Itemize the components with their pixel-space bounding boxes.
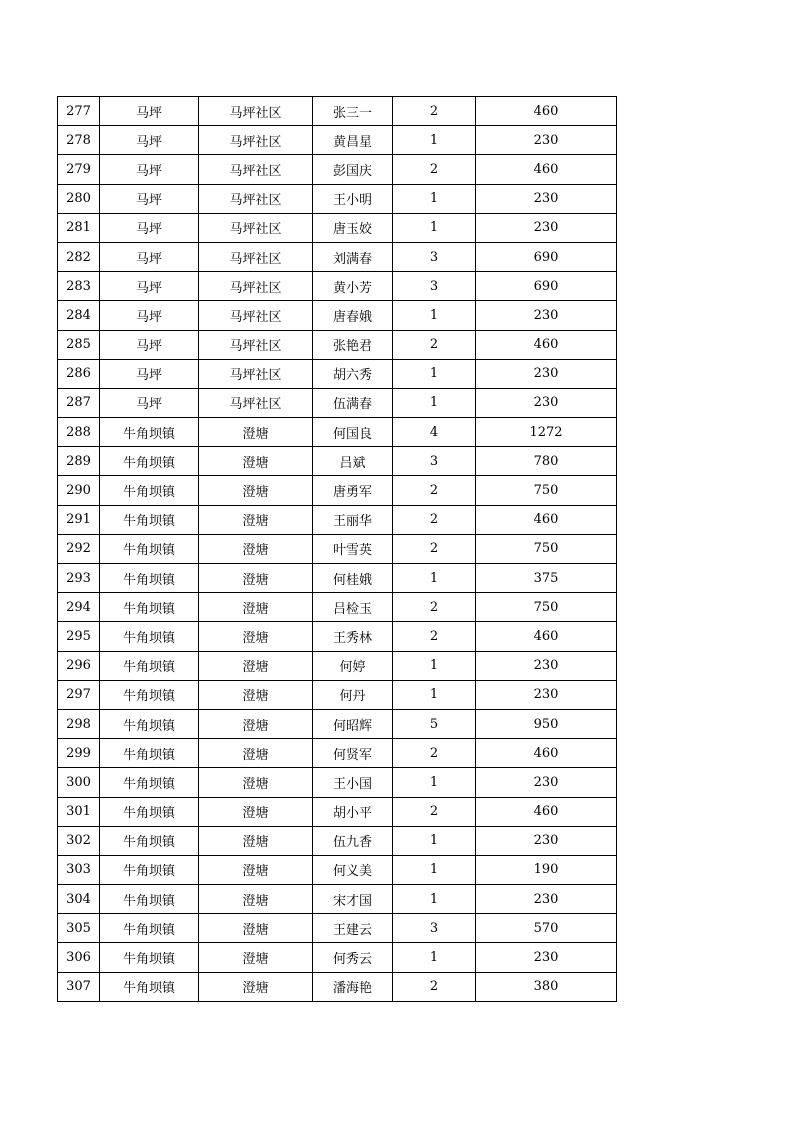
amount-cell: 460 (476, 622, 617, 651)
town-cell: 牛角坝镇 (100, 476, 199, 505)
village-cell: 马坪社区 (199, 330, 313, 359)
household-count-cell: 1 (393, 680, 476, 709)
table-row (58, 330, 617, 359)
household-count-cell: 1 (393, 213, 476, 242)
table-row (58, 184, 617, 213)
village-cell: 马坪社区 (199, 301, 313, 330)
row-number-cell: 291 (58, 505, 100, 534)
amount-cell: 570 (476, 914, 617, 943)
town-cell: 牛角坝镇 (100, 885, 199, 914)
row-number-cell: 292 (58, 534, 100, 563)
village-cell: 马坪社区 (199, 97, 313, 126)
household-count-cell: 1 (393, 126, 476, 155)
town-cell: 牛角坝镇 (100, 914, 199, 943)
amount-cell: 690 (476, 242, 617, 271)
table-row (58, 505, 617, 534)
amount-cell: 460 (476, 97, 617, 126)
household-count-cell: 1 (393, 855, 476, 884)
name-cell: 刘满春 (313, 242, 393, 271)
row-number-cell: 287 (58, 388, 100, 417)
town-cell: 牛角坝镇 (100, 709, 199, 738)
village-cell: 澄塘 (199, 418, 313, 447)
household-count-cell: 1 (393, 184, 476, 213)
village-cell: 澄塘 (199, 914, 313, 943)
household-count-cell: 1 (393, 564, 476, 593)
village-cell: 澄塘 (199, 709, 313, 738)
household-count-cell: 2 (393, 622, 476, 651)
household-count-cell: 1 (393, 651, 476, 680)
village-cell: 马坪社区 (199, 155, 313, 184)
name-cell: 何国良 (313, 418, 393, 447)
town-cell: 牛角坝镇 (100, 418, 199, 447)
household-count-cell: 1 (393, 943, 476, 972)
table-row (58, 826, 617, 855)
village-cell: 澄塘 (199, 593, 313, 622)
town-cell: 牛角坝镇 (100, 505, 199, 534)
amount-cell: 460 (476, 505, 617, 534)
household-count-cell: 1 (393, 388, 476, 417)
table-row (58, 914, 617, 943)
amount-cell: 750 (476, 476, 617, 505)
name-cell: 何义美 (313, 855, 393, 884)
village-cell: 澄塘 (199, 622, 313, 651)
table-row (58, 972, 617, 1001)
row-number-cell: 293 (58, 564, 100, 593)
town-cell: 牛角坝镇 (100, 797, 199, 826)
village-cell: 澄塘 (199, 651, 313, 680)
household-count-cell: 3 (393, 914, 476, 943)
name-cell: 何桂娥 (313, 564, 393, 593)
table-row (58, 855, 617, 884)
town-cell: 牛角坝镇 (100, 739, 199, 768)
table-row (58, 242, 617, 271)
row-number-cell: 294 (58, 593, 100, 622)
amount-cell: 750 (476, 534, 617, 563)
household-count-cell: 2 (393, 593, 476, 622)
village-cell: 澄塘 (199, 768, 313, 797)
village-cell: 马坪社区 (199, 359, 313, 388)
household-count-cell: 2 (393, 330, 476, 359)
household-count-cell: 1 (393, 301, 476, 330)
table-row (58, 709, 617, 738)
village-cell: 澄塘 (199, 972, 313, 1001)
name-cell: 何昭辉 (313, 709, 393, 738)
household-count-cell: 1 (393, 885, 476, 914)
name-cell: 叶雪英 (313, 534, 393, 563)
amount-cell: 380 (476, 972, 617, 1001)
village-cell: 马坪社区 (199, 213, 313, 242)
town-cell: 马坪 (100, 155, 199, 184)
town-cell: 马坪 (100, 213, 199, 242)
name-cell: 彭国庆 (313, 155, 393, 184)
name-cell: 胡小平 (313, 797, 393, 826)
table-row (58, 272, 617, 301)
town-cell: 牛角坝镇 (100, 534, 199, 563)
row-number-cell: 286 (58, 359, 100, 388)
name-cell: 王建云 (313, 914, 393, 943)
amount-cell: 750 (476, 593, 617, 622)
amount-cell: 230 (476, 359, 617, 388)
row-number-cell: 302 (58, 826, 100, 855)
table-row (58, 301, 617, 330)
amount-cell: 460 (476, 330, 617, 359)
household-count-cell: 1 (393, 768, 476, 797)
town-cell: 牛角坝镇 (100, 622, 199, 651)
name-cell: 吕斌 (313, 447, 393, 476)
amount-cell: 230 (476, 943, 617, 972)
name-cell: 唐勇军 (313, 476, 393, 505)
town-cell: 牛角坝镇 (100, 943, 199, 972)
table-row (58, 943, 617, 972)
household-count-cell: 1 (393, 359, 476, 388)
name-cell: 张三一 (313, 97, 393, 126)
row-number-cell: 283 (58, 272, 100, 301)
name-cell: 何秀云 (313, 943, 393, 972)
name-cell: 王秀林 (313, 622, 393, 651)
village-cell: 澄塘 (199, 476, 313, 505)
village-cell: 澄塘 (199, 505, 313, 534)
row-number-cell: 281 (58, 213, 100, 242)
town-cell: 牛角坝镇 (100, 972, 199, 1001)
town-cell: 马坪 (100, 330, 199, 359)
household-count-cell: 2 (393, 155, 476, 184)
table-row (58, 564, 617, 593)
village-cell: 马坪社区 (199, 242, 313, 271)
town-cell: 牛角坝镇 (100, 680, 199, 709)
row-number-cell: 303 (58, 855, 100, 884)
table-row (58, 447, 617, 476)
table-row (58, 213, 617, 242)
amount-cell: 460 (476, 155, 617, 184)
row-number-cell: 298 (58, 709, 100, 738)
amount-cell: 230 (476, 680, 617, 709)
household-count-cell: 2 (393, 505, 476, 534)
table-row (58, 126, 617, 155)
row-number-cell: 300 (58, 768, 100, 797)
row-number-cell: 296 (58, 651, 100, 680)
town-cell: 马坪 (100, 242, 199, 271)
row-number-cell: 305 (58, 914, 100, 943)
village-cell: 澄塘 (199, 680, 313, 709)
table-row (58, 476, 617, 505)
name-cell: 何丹 (313, 680, 393, 709)
table-row (58, 885, 617, 914)
table-row (58, 388, 617, 417)
amount-cell: 375 (476, 564, 617, 593)
row-number-cell: 279 (58, 155, 100, 184)
amount-cell: 230 (476, 651, 617, 680)
name-cell: 王小明 (313, 184, 393, 213)
name-cell: 胡六秀 (313, 359, 393, 388)
amount-cell: 460 (476, 739, 617, 768)
town-cell: 马坪 (100, 184, 199, 213)
name-cell: 王小国 (313, 768, 393, 797)
name-cell: 何贤军 (313, 739, 393, 768)
town-cell: 马坪 (100, 359, 199, 388)
table-row (58, 534, 617, 563)
amount-cell: 230 (476, 126, 617, 155)
town-cell: 牛角坝镇 (100, 564, 199, 593)
town-cell: 牛角坝镇 (100, 826, 199, 855)
table-row (58, 622, 617, 651)
name-cell: 黄昌星 (313, 126, 393, 155)
table-row (58, 768, 617, 797)
village-cell: 澄塘 (199, 826, 313, 855)
table-row (58, 359, 617, 388)
name-cell: 伍满春 (313, 388, 393, 417)
table-row (58, 651, 617, 680)
household-count-cell: 5 (393, 709, 476, 738)
name-cell: 何婷 (313, 651, 393, 680)
village-cell: 马坪社区 (199, 184, 313, 213)
town-cell: 马坪 (100, 388, 199, 417)
town-cell: 马坪 (100, 97, 199, 126)
household-count-cell: 2 (393, 97, 476, 126)
amount-cell: 230 (476, 388, 617, 417)
roster-table-body (58, 97, 617, 1002)
village-cell: 澄塘 (199, 885, 313, 914)
name-cell: 唐玉姣 (313, 213, 393, 242)
table-row (58, 418, 617, 447)
household-count-cell: 3 (393, 242, 476, 271)
table-row (58, 680, 617, 709)
table-row (58, 739, 617, 768)
amount-cell: 950 (476, 709, 617, 738)
row-number-cell: 285 (58, 330, 100, 359)
amount-cell: 460 (476, 797, 617, 826)
village-cell: 澄塘 (199, 855, 313, 884)
amount-cell: 690 (476, 272, 617, 301)
town-cell: 马坪 (100, 301, 199, 330)
name-cell: 王丽华 (313, 505, 393, 534)
village-cell: 澄塘 (199, 739, 313, 768)
village-cell: 马坪社区 (199, 272, 313, 301)
amount-cell: 190 (476, 855, 617, 884)
table-row (58, 97, 617, 126)
town-cell: 马坪 (100, 126, 199, 155)
row-number-cell: 307 (58, 972, 100, 1001)
table-row (58, 797, 617, 826)
name-cell: 唐春娥 (313, 301, 393, 330)
row-number-cell: 280 (58, 184, 100, 213)
name-cell: 宋才国 (313, 885, 393, 914)
row-number-cell: 306 (58, 943, 100, 972)
row-number-cell: 297 (58, 680, 100, 709)
row-number-cell: 278 (58, 126, 100, 155)
amount-cell: 230 (476, 768, 617, 797)
row-number-cell: 288 (58, 418, 100, 447)
table-row (58, 593, 617, 622)
town-cell: 牛角坝镇 (100, 447, 199, 476)
row-number-cell: 304 (58, 885, 100, 914)
village-cell: 马坪社区 (199, 126, 313, 155)
village-cell: 澄塘 (199, 943, 313, 972)
amount-cell: 780 (476, 447, 617, 476)
amount-cell: 230 (476, 184, 617, 213)
amount-cell: 230 (476, 826, 617, 855)
roster-table (57, 96, 617, 1002)
household-count-cell: 2 (393, 972, 476, 1001)
village-cell: 澄塘 (199, 564, 313, 593)
town-cell: 牛角坝镇 (100, 593, 199, 622)
town-cell: 牛角坝镇 (100, 855, 199, 884)
household-count-cell: 3 (393, 447, 476, 476)
household-count-cell: 2 (393, 797, 476, 826)
household-count-cell: 3 (393, 272, 476, 301)
amount-cell: 230 (476, 885, 617, 914)
town-cell: 牛角坝镇 (100, 651, 199, 680)
row-number-cell: 277 (58, 97, 100, 126)
amount-cell: 1272 (476, 418, 617, 447)
row-number-cell: 299 (58, 739, 100, 768)
amount-cell: 230 (476, 213, 617, 242)
household-count-cell: 1 (393, 826, 476, 855)
row-number-cell: 290 (58, 476, 100, 505)
household-count-cell: 2 (393, 739, 476, 768)
household-count-cell: 2 (393, 476, 476, 505)
row-number-cell: 284 (58, 301, 100, 330)
name-cell: 吕检玉 (313, 593, 393, 622)
village-cell: 澄塘 (199, 534, 313, 563)
village-cell: 澄塘 (199, 797, 313, 826)
town-cell: 马坪 (100, 272, 199, 301)
name-cell: 黄小芳 (313, 272, 393, 301)
amount-cell: 230 (476, 301, 617, 330)
name-cell: 伍九香 (313, 826, 393, 855)
household-count-cell: 2 (393, 534, 476, 563)
village-cell: 马坪社区 (199, 388, 313, 417)
name-cell: 潘海艳 (313, 972, 393, 1001)
village-cell: 澄塘 (199, 447, 313, 476)
town-cell: 牛角坝镇 (100, 768, 199, 797)
household-count-cell: 4 (393, 418, 476, 447)
row-number-cell: 282 (58, 242, 100, 271)
name-cell: 张艳君 (313, 330, 393, 359)
row-number-cell: 295 (58, 622, 100, 651)
row-number-cell: 289 (58, 447, 100, 476)
row-number-cell: 301 (58, 797, 100, 826)
table-row (58, 155, 617, 184)
